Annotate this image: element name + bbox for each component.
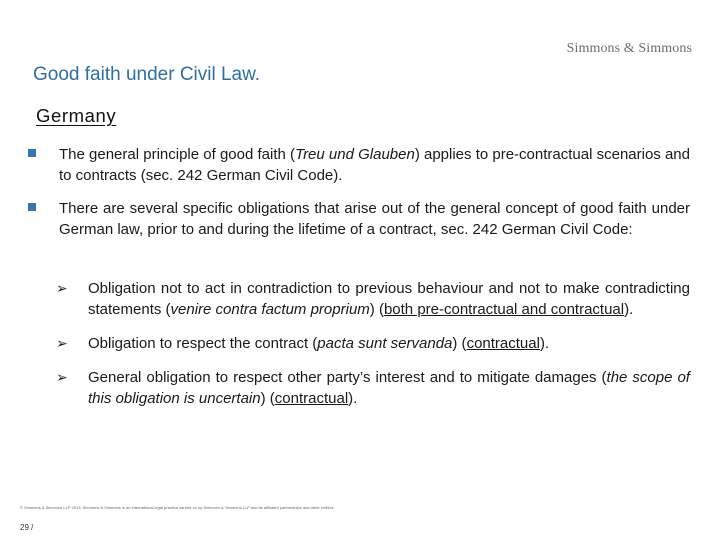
arrow-bullet-icon: ➢: [56, 369, 68, 385]
bullet-item: [28, 198, 690, 240]
sub-bullet-text-underlined: both pre-contractual and contractual: [383, 301, 625, 318]
sub-bullet-text-pre: Obligation not to act in contradiction to previous behaviour and not to make contradicting statements (: [88, 280, 690, 318]
sub-bullet-text-italic: pacta sunt servanda: [317, 335, 453, 352]
sub-bullet-text-mid: ) (: [452, 335, 467, 352]
bullet-list: [28, 144, 690, 252]
sub-bullet-text-pre: General obligation to respect other party’s interest and to mitigate damages (: [88, 369, 607, 386]
sub-bullet-text-mid: ) (: [260, 390, 275, 407]
slide-title: Good faith under Civil Law.: [33, 64, 261, 85]
sub-bullet-text-underlined: contractual: [274, 390, 349, 407]
bullet-text-italic: Treu und Glauben: [295, 146, 415, 163]
arrow-bullet-icon: ➢: [56, 280, 68, 296]
bullet-text-post: ) applies to pre-contractual scenarios and to contracts (sec. 242 German Civil Code).: [59, 146, 690, 184]
sub-bullet-item: [56, 278, 690, 320]
copyright-notice: © Simmons & Simmons LLP 2013. Simmons & Simmons is an international legal practice carried on by Simmons & Simmons LLP and its affiliated partnerships and other entities.: [20, 505, 335, 510]
sub-bullet-list: [56, 278, 690, 422]
sub-bullet-text-post: ).: [624, 301, 634, 318]
arrow-bullet-icon: ➢: [56, 335, 68, 351]
sub-bullet-text-mid: ) (: [369, 301, 384, 318]
slide-subtitle: Germany: [36, 105, 117, 126]
company-logo: Simmons & Simmons: [566, 41, 692, 56]
sub-bullet-item: [56, 333, 690, 354]
square-bullet-icon: [28, 203, 36, 211]
page-separator: /: [31, 523, 34, 532]
sub-bullet-text-italic: the scope of this obligation is uncertain: [88, 369, 690, 407]
sub-bullet-text-post: ).: [539, 335, 550, 352]
bullet-item: [28, 144, 690, 186]
sub-bullet-item: [56, 367, 690, 409]
sub-bullet-text-post: ).: [348, 390, 358, 407]
sub-bullet-text-underlined: contractual: [466, 335, 540, 352]
page-number: [20, 523, 33, 532]
bullet-text-pre: The general principle of good faith (: [59, 146, 296, 163]
square-bullet-icon: [28, 149, 36, 157]
sub-bullet-text-italic: venire contra factum proprium: [170, 301, 370, 318]
sub-bullet-text-pre: Obligation to respect the contract (: [88, 335, 318, 352]
page-number-value: 29: [20, 523, 29, 532]
bullet-text: There are several specific obligations that arise out of the general concept of good faith under German law, prior to and during the lifetime of a contract, sec. 242 German Civil Code:: [59, 200, 690, 238]
